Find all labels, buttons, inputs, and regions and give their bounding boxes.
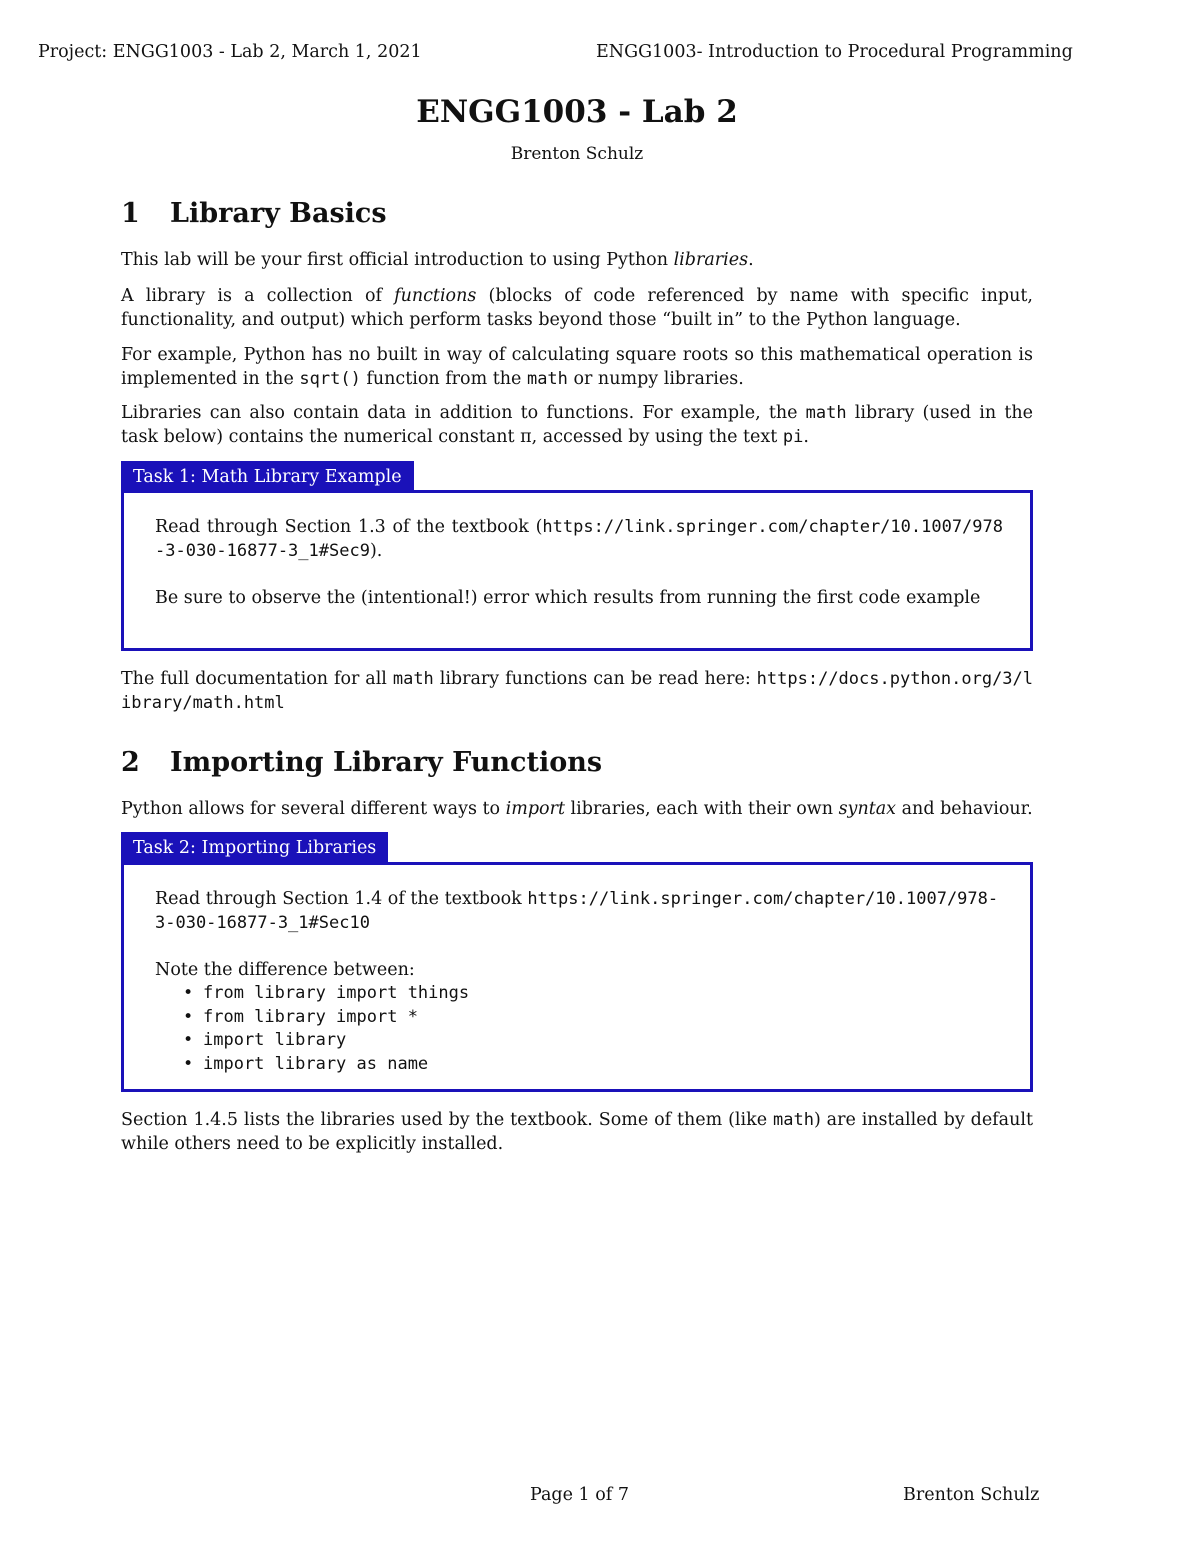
text-run: This lab will be your first official introduction to using Python [121, 250, 674, 270]
section-1-paragraph-5 [121, 667, 1033, 715]
import-forms-list [155, 982, 1003, 1076]
section-1-title: Library Basics [170, 198, 387, 229]
section-2-heading [121, 747, 602, 778]
text-run: The full documentation for all [121, 669, 393, 689]
text-run: or numpy libraries. [567, 369, 744, 389]
inline-code-math: math [805, 403, 847, 423]
textbook-link-section-1-4[interactable]: https://link.springer.com/chapter/10.1007/978-3-030-16877-3_1#Sec10 [155, 889, 999, 933]
task-2-box [121, 862, 1033, 1092]
section-1-paragraph-2 [121, 284, 1033, 332]
section-1-paragraph-4 [121, 401, 1033, 449]
import-forms-list-wrapper [155, 982, 1003, 1076]
text-run: library functions can be read here: [433, 669, 757, 689]
section-2-paragraph-2 [121, 1108, 1033, 1156]
inline-code-math: math [526, 369, 568, 389]
text-run: . [748, 250, 754, 270]
text-run: and behaviour. [896, 799, 1033, 819]
text-run: library (used in the task below) contains the numerical constant π, accessed by using the text [121, 403, 1033, 447]
task-2-label: Task 2: Importing Libraries [121, 832, 388, 864]
section-1-heading [121, 198, 387, 229]
text-run: Read through Section 1.3 of the textbook ( [155, 517, 543, 537]
task-1-box [121, 490, 1033, 651]
inline-code-sqrt: sqrt() [299, 369, 361, 389]
list-item: • import library [155, 1029, 1003, 1053]
section-2-title: Importing Library Functions [170, 747, 603, 778]
emphasis-import: import [505, 799, 565, 819]
text-run: Section 1.4.5 lists the libraries used by the textbook. Some of them (like [121, 1110, 773, 1130]
emphasis-syntax: syntax [838, 799, 897, 819]
footer-author: Brenton Schulz [903, 1485, 1040, 1505]
task-2-note: Note the difference between: [155, 960, 415, 980]
section-1-paragraph-3 [121, 343, 1033, 391]
emphasis-functions: functions [394, 286, 477, 306]
text-run: function from the [360, 369, 527, 389]
inline-code-math: math [772, 1110, 814, 1130]
task-2-line-1 [155, 887, 1003, 935]
text-run: ). [369, 541, 383, 561]
section-2-paragraph-1 [121, 797, 1033, 821]
text-run: libraries, each with their own [564, 799, 839, 819]
text-run: A library is a collection of [121, 286, 395, 306]
task-1-label: Task 1: Math Library Example [121, 461, 414, 493]
list-item: • from library import * [155, 1006, 1003, 1030]
text-run: Read through Section 1.4 of the textbook [155, 889, 528, 909]
section-1-paragraph-1 [121, 248, 1033, 272]
inline-code-math: math [392, 669, 434, 689]
task-1-line-2: Be sure to observe the (intentional!) error which results from running the first code example [155, 588, 981, 608]
text-run: . [803, 427, 809, 447]
text-run: For example, Python has no built in way of calculating square roots so this mathematical operation is implemented in the [121, 345, 1033, 389]
document-title: ENGG1003 - Lab 2 [416, 94, 738, 130]
running-header-right: ENGG1003- Introduction to Procedural Programming [596, 42, 1073, 62]
text-run: (blocks of code referenced by name with specific input, functionality, and output) which perform tasks beyond those “built in” to the Python language. [121, 286, 1033, 330]
list-item: • import library as name [155, 1053, 1003, 1077]
text-run: Libraries can also contain data in addition to functions. For example, the [121, 403, 806, 423]
document-author: Brenton Schulz [510, 144, 644, 164]
inline-code-pi: pi [782, 427, 804, 447]
section-1-number: 1 [121, 198, 140, 229]
emphasis-libraries: libraries [673, 250, 749, 270]
footer-page-number: Page 1 of 7 [530, 1485, 629, 1505]
section-2-number: 2 [121, 747, 140, 778]
list-item: • from library import things [155, 982, 1003, 1006]
running-header-left: Project: ENGG1003 - Lab 2, March 1, 2021 [38, 42, 422, 62]
task-1-line-1 [155, 515, 1003, 563]
textbook-link-section-1-3[interactable]: https://link.springer.com/chapter/10.1007/978-3-030-16877-3_1#Sec9 [155, 517, 1003, 561]
text-run: ) are installed by default while others need to be explicitly installed. [121, 1110, 1033, 1154]
text-run: Python allows for several different ways to [121, 799, 506, 819]
python-docs-link[interactable]: https://docs.python.org/3/library/math.html [121, 669, 1034, 713]
